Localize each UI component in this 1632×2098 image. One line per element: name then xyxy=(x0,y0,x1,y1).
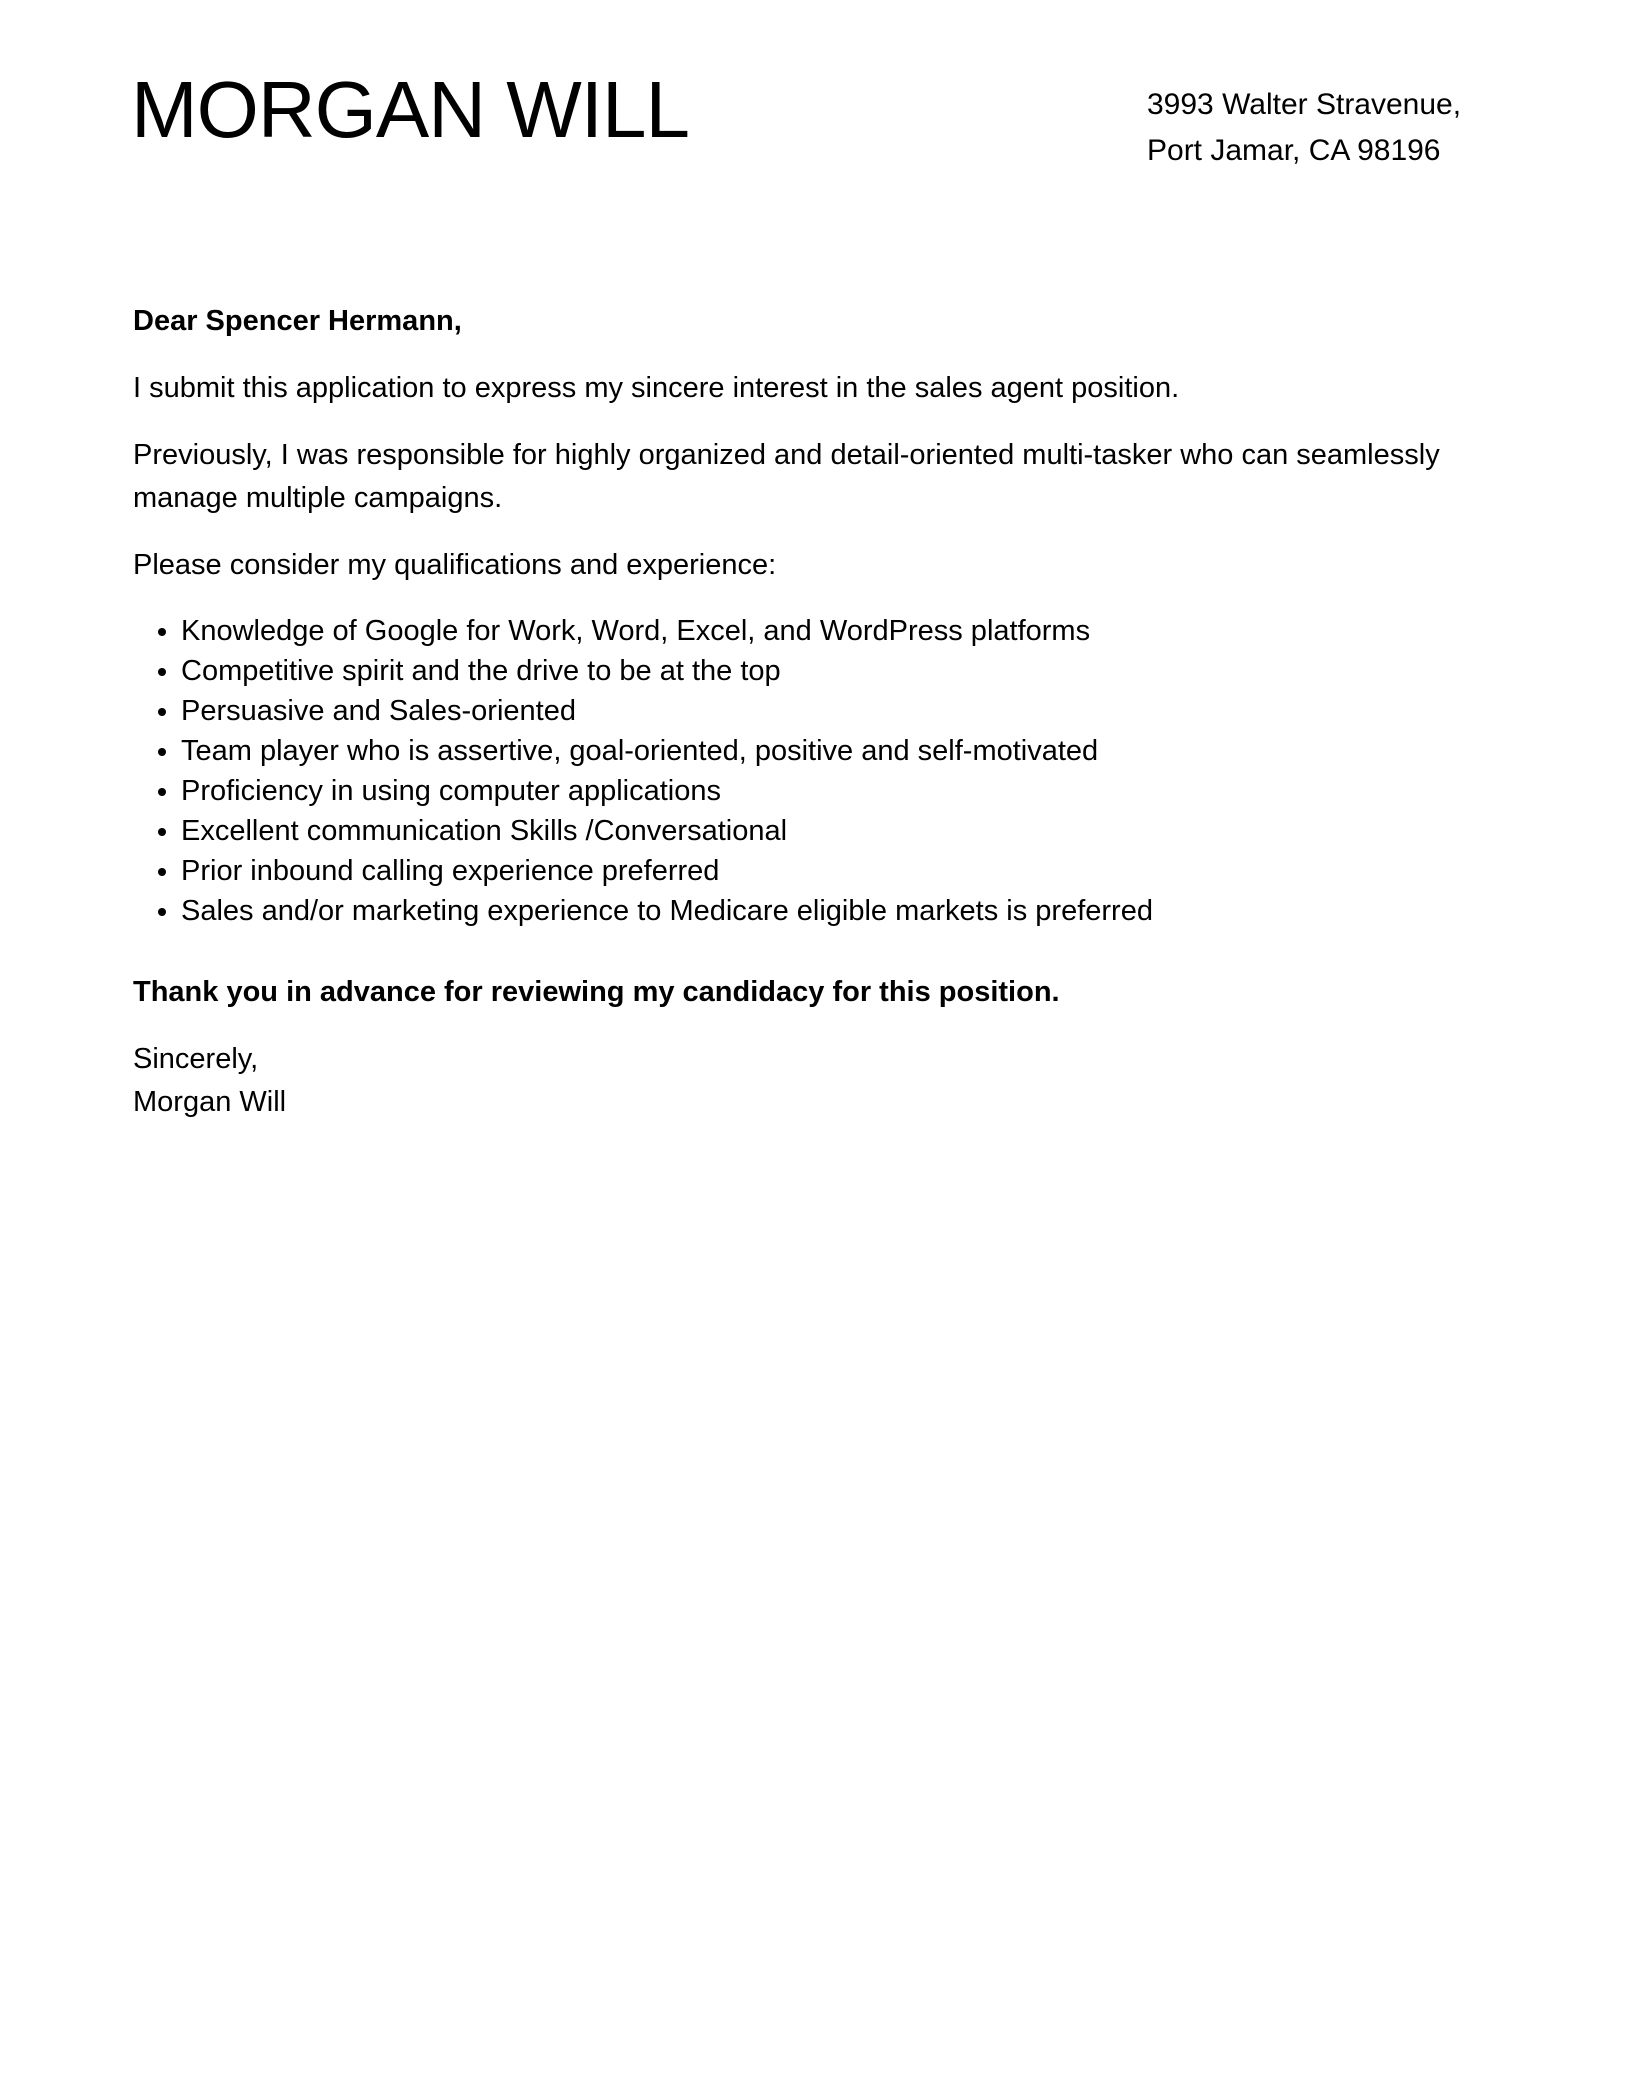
list-item: • Competitive spirit and the drive to be at the top xyxy=(181,651,1513,691)
experience-paragraph: Previously, I was responsible for highly organized and detail-oriented multi-tasker who can seamlessly manage multiple campaigns. xyxy=(133,439,1440,514)
applicant-name: MORGAN WILL xyxy=(131,65,689,154)
list-item: • Proficiency in using computer applications xyxy=(181,771,1513,811)
list-item: • Team player who is assertive, goal-oriented, positive and self-motivated xyxy=(181,731,1513,771)
list-item: • Prior inbound calling experience preferred xyxy=(181,851,1513,891)
qualifications-list xyxy=(133,611,1513,931)
address-line-2: Port Jamar, CA 98196 xyxy=(1147,134,1441,167)
qualifications-intro: Please consider my qualifications and experience: xyxy=(133,549,777,581)
list-item: • Knowledge of Google for Work, Word, Excel, and WordPress platforms xyxy=(181,611,1513,651)
signature: Morgan Will xyxy=(133,1086,287,1118)
salutation: Dear Spencer Hermann, xyxy=(133,305,462,337)
address-line-1: 3993 Walter Stravenue, xyxy=(1147,88,1462,121)
list-item: • Sales and/or marketing experience to Medicare eligible markets is preferred xyxy=(181,891,1513,931)
closing-statement: Thank you in advance for reviewing my candidacy for this position. xyxy=(133,976,1060,1008)
letter-body xyxy=(133,300,1513,1124)
address-block xyxy=(1147,82,1461,174)
signoff: Sincerely, xyxy=(133,1043,259,1075)
list-item: • Excellent communication Skills /Conversational xyxy=(181,811,1513,851)
intro-paragraph: I submit this application to express my sincere interest in the sales agent position. xyxy=(133,372,1180,404)
list-item: • Persuasive and Sales-oriented xyxy=(181,691,1513,731)
